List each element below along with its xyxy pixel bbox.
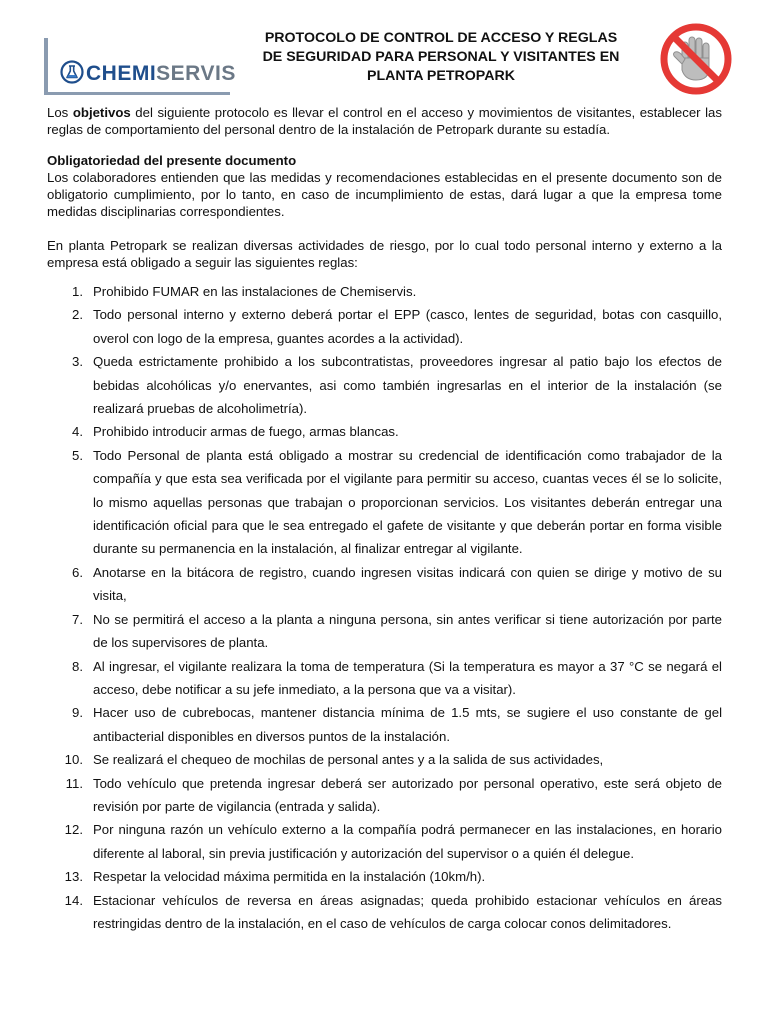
- rule-item: [47, 655, 722, 702]
- intro-text-end: del siguiente protocolo es llevar el control en el acceso y movimientos de visitantes, establecer las reglas de comportamiento del personal dentro de la instalación de Petropark durante su estadía.: [47, 105, 722, 137]
- rule-item: [47, 280, 722, 303]
- intro-bold-word: objetivos: [72, 105, 131, 120]
- rule-number: 4.: [72, 424, 83, 440]
- title-line-1: PROTOCOLO DE CONTROL DE ACCESO Y REGLAS: [264, 30, 618, 46]
- rule-item: [47, 350, 722, 420]
- rule-text: Queda estrictamente prohibido a los subcontratistas, proveedores ingresar al patio bajo los efectos de bebidas alcohólicas y/o enervantes, asi como también ingresarlas en el interior de la instalación (se realizará pruebas de alcoholimetría).: [93, 354, 722, 417]
- rule-item: [47, 303, 722, 350]
- title-line-2: DE SEGURIDAD PARA PERSONAL Y VISITANTES EN: [262, 49, 620, 65]
- intro-text-start: Los: [47, 105, 73, 120]
- rule-text: Por ninguna razón un vehículo externo a la compañía podrá permanecer en las instalaciones, en horario diferente al laboral, sin previa justificación y autorización del supervisor o a quién él delegue.: [93, 822, 722, 861]
- obligatoriedad-heading: Obligatoriedad del presente documento: [47, 153, 297, 168]
- logo-wordmark: [86, 60, 236, 88]
- rule-item: [47, 701, 722, 748]
- rule-item: [47, 772, 722, 819]
- rule-number: 2.: [72, 307, 83, 323]
- rule-text: Todo personal interno y externo deberá portar el EPP (casco, lentes de seguridad, botas con casquillo, overol con logo de la empresa, guantes acordes a la actividad).: [93, 307, 722, 346]
- rule-item: [47, 889, 722, 936]
- rule-number: 5.: [72, 447, 83, 463]
- chemiservis-logo: [44, 38, 234, 96]
- rule-text: Todo Personal de planta está obligado a mostrar su credencial de identificación como trabajador de la compañía y que esta sea verificada por el vigilante para permitir su acceso, cuantas veces él se lo solicite, lo mismo aquellas personas que trabajan o proporcionan servicios. Los visitantes deberán entregar una identificación oficial para que le sea entregado el gafete de visitante y que deberán portar en forma visible durante su permanencia en la instalación, al finalizar entregar al vigilante.: [93, 447, 722, 557]
- rule-text: Todo vehículo que pretenda ingresar deberá ser autorizado por personal operativo, este será objeto de revisión por parte de vigilancia (entrada y salida).: [93, 775, 722, 814]
- rule-item: [47, 608, 722, 655]
- rule-text: Anotarse en la bitácora de registro, cuando ingresen visitas indicará con quien se dirige y motivo de su visita,: [93, 564, 722, 604]
- rule-number: 1.: [72, 284, 83, 299]
- document-header: [0, 0, 768, 100]
- rule-item: [47, 420, 722, 443]
- rule-text: Respetar la velocidad máxima permitida en la instalación (10km/h).: [93, 869, 486, 885]
- rule-text: Al ingresar, el vigilante realizara la toma de temperatura (Si la temperatura es mayor a 37 °C se negará el acceso, debe notificar a su jefe inmediato, a la persona que va a visitar).: [93, 658, 722, 697]
- paragraph-gap: [47, 220, 722, 237]
- rule-text: Se realizará el chequeo de mochilas de personal antes y a la salida de sus actividades,: [93, 752, 604, 768]
- rule-item: [47, 561, 722, 608]
- logo-vertical-bar: [44, 38, 48, 94]
- document-body: [47, 104, 722, 935]
- rule-number: 3.: [72, 354, 83, 370]
- rule-item: [47, 865, 722, 888]
- rule-number: 7.: [72, 611, 83, 627]
- rule-number: 13.: [64, 869, 83, 885]
- rule-item: [47, 748, 722, 771]
- logo-servis-text: SERVIS: [156, 62, 236, 85]
- logo-horizontal-bar: [44, 92, 230, 95]
- intro-paragraph: [47, 104, 722, 138]
- rule-text: Prohibido FUMAR en las instalaciones de Chemiservis.: [93, 284, 417, 299]
- rule-item: [47, 818, 722, 865]
- rule-text: Prohibido introducir armas de fuego, armas blancas.: [93, 424, 399, 440]
- rules-list: [47, 280, 722, 935]
- flask-icon: [60, 60, 84, 84]
- no-entry-hand-icon: [659, 22, 733, 96]
- rule-number: 6.: [72, 564, 83, 580]
- title-line-3: PLANTA PETROPARK: [367, 68, 515, 84]
- rule-number: 10.: [64, 752, 83, 768]
- rule-number: 9.: [72, 705, 83, 721]
- rule-number: 14.: [64, 892, 83, 908]
- logo-chemi-text: CHEMI: [86, 62, 157, 85]
- rule-number: 8.: [72, 658, 83, 674]
- rule-number: 11.: [65, 775, 83, 791]
- rule-text: Estacionar vehículos de reversa en áreas asignadas; queda prohibido estacionar vehículos en áreas restringidas dentro de la instalación, en el caso de vehículos de carga colocar conos delimitadores.: [93, 892, 722, 931]
- rule-text: No se permitirá el acceso a la planta a ninguna persona, sin antes verificar si tiene autorización por parte de los supervisores de planta.: [93, 611, 722, 651]
- rules-intro-paragraph: En planta Petropark se realizan diversas actividades de riesgo, por lo cual todo personal interno y externo a la empresa está obligado a seguir las siguientes reglas:: [47, 238, 722, 270]
- rule-number: 12.: [64, 822, 83, 838]
- obligatoriedad-paragraph: Los colaboradores entienden que las medidas y recomendaciones establecidas en el presente documento son de obligatorio cumplimiento, por lo tanto, en caso de incumplimiento de estas, dará lugar a que la empresa tome medidas disciplinarias correspondientes.: [47, 170, 722, 219]
- document-title: [236, 29, 646, 86]
- rule-text: Hacer uso de cubrebocas, mantener distancia mínima de 1.5 mts, se sugiere el uso constante de gel antibacterial disponibles en diversos puntos de la instalación.: [93, 705, 722, 744]
- rule-item: [47, 444, 722, 561]
